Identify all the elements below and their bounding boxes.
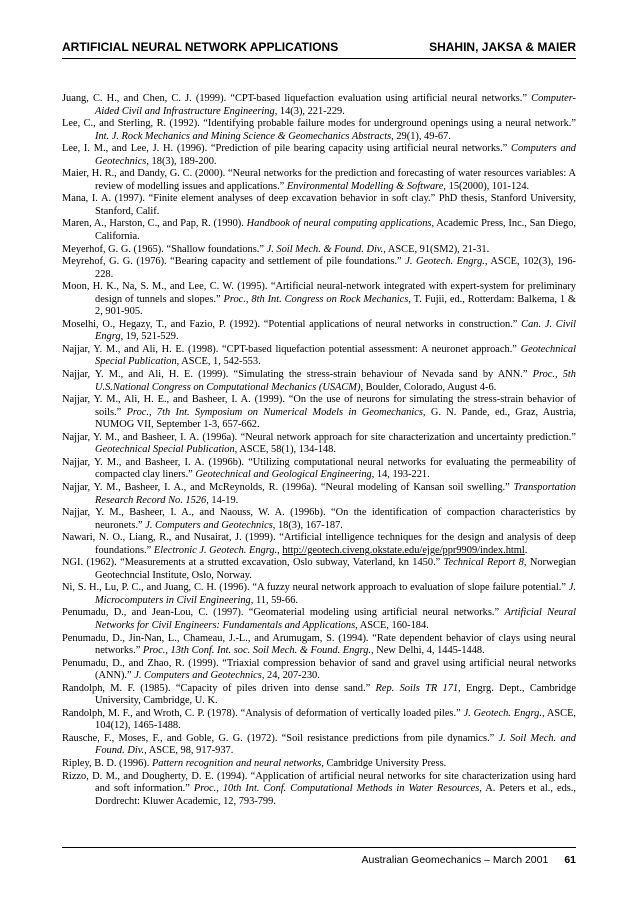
- reference-entry: [62, 218, 576, 243]
- reference-text: .: [524, 544, 528, 556]
- reference-text: , 29(1), 49-67.: [391, 130, 451, 142]
- reference-source: Electronic J. Geotech. Engrg.: [153, 544, 278, 556]
- reference-source: J. Microcomputers in Civil Engineering: [95, 582, 576, 606]
- reference-entry: [62, 771, 576, 809]
- reference-text: , 11, 59-66.: [250, 594, 298, 606]
- reference-text: , A. Peters et al., eds., Dordrecht: Kluwer Academic, 12, 793-799.: [95, 783, 576, 807]
- reference-entry: [62, 319, 576, 344]
- reference-source: J. Soil Mech. and Found. Div.: [95, 732, 576, 757]
- reference-entry: [62, 658, 576, 683]
- reference-entry: [62, 507, 576, 532]
- reference-text: , Academic Press, Inc., San Diego, California.: [95, 218, 576, 243]
- reference-text: Ripley, B. D. (1996).: [62, 757, 152, 769]
- reference-source: Computers and Geotechnics: [95, 143, 576, 167]
- reference-text: Penumadu, D., and Jean-Lou, C. (1997). “Geomaterial modeling using artificial neural networks.”: [62, 607, 505, 619]
- reference-text: Najjar, Y. M., and Basheer, I. A. (1996a). “Neural network approach for site characterization and uncertainty prediction.”: [62, 431, 576, 443]
- reference-source: Proc., 10th Int. Conf. Computational Methods in Water Resources: [193, 783, 480, 795]
- page-number: 61: [564, 854, 576, 866]
- reference-entry: [62, 281, 576, 319]
- reference-source: Int. J. Rock Mechanics and Mining Science & Geomechanics Abstracts: [95, 130, 392, 142]
- reference-text: Maren, A., Harston, C., and Pap, R. (1990).: [62, 218, 247, 230]
- reference-text: Mana, I. A. (1997). “Finite element analyses of deep excavation behavior in soft clay.” PhD thesis, Stanford University, Stanford, Calif.: [62, 193, 576, 217]
- reference-text: Najjar, Y. M., and Basheer, I. A. (1996b). “Utilizing computational neural networks for evaluating the permeability of compacted clay liners.”: [62, 456, 576, 481]
- reference-text: Najjar, Y. M., and Ali, H. E. (1999). “Simulating the stress-strain behaviour of Nevada sand by ANN.”: [62, 369, 533, 381]
- reference-text: NGI. (1962). “Measurements at a strutted excavation, Oslo subway, Vaterland, kn 1450.”: [62, 557, 444, 569]
- reference-source: Pattern recognition and neural networks: [151, 757, 322, 769]
- reference-text: Najjar, Y. M., Ali, H. E., and Basheer, I. A. (1999). “On the use of neurons for simulating the stress-strain behavior of soils.”: [62, 394, 576, 418]
- reference-entry: [62, 344, 576, 369]
- reference-entry: [62, 93, 576, 118]
- reference-text: Randolph, M. F., and Wroth, C. P. (1978). “Analysis of deformation of vertically loaded piles.”: [62, 707, 464, 719]
- reference-entry: [62, 193, 576, 218]
- reference-entry: [62, 244, 576, 257]
- reference-text: ,: [277, 544, 283, 556]
- reference-entry: [62, 369, 576, 394]
- reference-text: , Engrg. Dept., Cambridge University, Cambridge, U. K.: [95, 682, 576, 707]
- reference-text: , 14(3), 221-229.: [274, 105, 345, 117]
- reference-text: , ASCE, 102(3), 196-228.: [95, 256, 576, 280]
- reference-text: Najjar, Y. M., Basheer, I. A., and Naouss, W. A. (1996b). “On the identification of compaction characteristics by neuronets.”: [62, 507, 576, 531]
- reference-text: , New Delhi, 4, 1445-1448.: [371, 645, 485, 657]
- reference-source: Technical Report 8: [443, 557, 524, 569]
- reference-text: Meyerhof, G. G. (1965). “Shallow foundations.”: [62, 243, 267, 255]
- reference-text: , 19, 521-529.: [120, 331, 179, 343]
- reference-text: Lee, I. M., and Lee, J. H. (1996). “Prediction of pile bearing capacity using artificial neural networks.”: [62, 143, 512, 155]
- footer-journal: Australian Geomechanics – March 2001: [361, 854, 549, 866]
- reference-text: , G. N. Pande, ed., Graz, Austria, NUMOG VII, September 1-3, 657-662.: [95, 406, 576, 431]
- reference-text: , ASCE, 1, 542-553.: [176, 356, 261, 368]
- reference-entry: [62, 457, 576, 482]
- reference-source: Computer-Aided Civil and Infrastructure Engineering: [95, 93, 576, 117]
- reference-text: , ASCE, 160-184.: [355, 619, 429, 631]
- reference-entry: [62, 256, 576, 281]
- reference-text: Lee, C., and Sterling, R. (1992). “Identifying probable failure modes for underground openings using a neural network.”: [62, 118, 576, 130]
- reference-source: Can. J. Civil Engrg: [95, 318, 577, 343]
- reference-entry: [62, 557, 576, 582]
- reference-text: Najjar, Y. M., and Ali, H. E. (1998). “CPT-based liquefaction potential assessment: A neuronet approach.”: [62, 343, 521, 355]
- reference-text: , 18(3), 167-187.: [272, 519, 343, 531]
- reference-source: J. Geotech. Engrg.: [463, 707, 542, 719]
- reference-source: Environmental Modelling & Software: [286, 180, 444, 192]
- reference-entry: [62, 733, 576, 758]
- reference-text: , T. Fujii, ed., Rotterdam: Balkema, 1 & 2, 901-905.: [95, 293, 576, 318]
- reference-source: J. Computers and Geotechnics: [145, 519, 273, 531]
- reference-entry: [62, 168, 576, 193]
- reference-entry: [62, 607, 576, 632]
- reference-source: Geotechnical and Geological Engineering: [195, 469, 372, 481]
- reference-source: J. Soil Mech. & Found. Div.: [266, 243, 384, 255]
- reference-entry: [62, 683, 576, 708]
- reference-text: , ASCE, 104(12), 1465-1488.: [95, 707, 577, 732]
- reference-entry: [62, 432, 576, 457]
- reference-text: Ni, S. H., Lu, P. C., and Juang, C. H. (1996). “A fuzzy neural network approach to evaluation of slope failure potential.”: [62, 582, 569, 594]
- footer-rule: [62, 847, 576, 848]
- reference-text: Rausche, F., Moses, F., and Goble, G. G. (1972). “Soil resistance predictions from pile dynamics.”: [62, 732, 499, 744]
- reference-text: , 14-19.: [206, 494, 239, 506]
- reference-text: , 24, 207-230.: [261, 670, 320, 682]
- reference-entry: [62, 758, 576, 771]
- reference-text: Rizzo, D. M., and Dougherty, D. E. (1994). “Application of artificial neural networks for site characterization using hard and soft information.”: [62, 770, 576, 795]
- reference-entry: [62, 482, 576, 507]
- reference-source: J. Geotech. Engrg.: [405, 256, 485, 268]
- running-header-title: ARTIFICIAL NEURAL NETWORK APPLICATIONS: [62, 40, 339, 54]
- reference-list: [62, 93, 576, 808]
- reference-text: , 18(3), 189-200.: [146, 155, 217, 167]
- reference-entry: [62, 708, 576, 733]
- reference-text: , ASCE, 91(SM2), 21-31.: [383, 243, 490, 255]
- reference-text: , Boulder, Colorado, August 4-6.: [360, 381, 497, 393]
- reference-text: Moon, H. K., Na, S. M., and Lee, C. W. (1995). “Artificial neural-network integrated with expert-system for preliminary design of tunnels and slopes.”: [62, 281, 576, 305]
- reference-text: , ASCE, 98, 917-937.: [144, 745, 234, 757]
- reference-entry: [62, 394, 576, 432]
- reference-source: Proc., 13th Conf. Int. soc. Soil Mech. & Found. Engrg.: [142, 645, 371, 657]
- reference-text: Moselhi, O., Hegazy, T., and Fazio, P. (1992). “Potential applications of neural networks in construction.”: [62, 318, 522, 330]
- reference-text: Juang, C. H., and Chen, C. J. (1999). “CPT-based liquefaction evaluation using artificial neural networks.”: [62, 93, 532, 104]
- reference-text: Randolph, M. F. (1985). “Capacity of piles driven into dense sand.”: [62, 682, 376, 694]
- reference-source: Geotechnical Special Publication: [95, 343, 576, 368]
- reference-text: , ASCE, 58(1), 134-148.: [234, 444, 336, 456]
- reference-text: , 14, 193-221.: [371, 469, 430, 481]
- reference-source: Proc., 8th Int. Congress on Rock Mechanics: [223, 293, 409, 305]
- reference-text: , Norwegian Geotechncial Institute, Oslo, Norway.: [95, 557, 576, 581]
- reference-source: Handbook of neural computing applications: [246, 218, 432, 230]
- reference-entry: [62, 532, 576, 557]
- reference-text: Maier, H. R., and Dandy, G. C. (2000). “Neural networks for the prediction and forecasting of water resources variables: A review of modelling issues and applications.”: [62, 168, 576, 192]
- reference-text: Penumadu, D., Jin-Nan, L., Chameau, J.-L., and Arumugam, S. (1994). “Rate dependent behavior of clays using neural networks.”: [62, 632, 576, 657]
- reference-text: , 15(2000), 101-124.: [443, 180, 530, 192]
- reference-source: Rep. Soils TR 171: [375, 682, 459, 694]
- reference-entry: [62, 143, 576, 168]
- reference-source: Artificial Neural Networks for Civil Engineers: Fundamentals and Applications: [95, 607, 577, 631]
- reference-text: Najjar, Y. M., Basheer, I. A., and McReynolds, R. (1996a). “Neural modeling of Kansan soil swelling.”: [62, 481, 514, 493]
- reference-entry: [62, 118, 576, 143]
- reference-entry: [62, 582, 576, 607]
- page-footer: [362, 854, 576, 866]
- reference-source: Transportation Research Record No. 1526: [95, 481, 576, 506]
- running-header: [62, 40, 576, 54]
- running-header-authors: SHAHIN, JAKSA & MAIER: [429, 40, 576, 54]
- reference-source: J. Computers and Geotechnics: [134, 670, 262, 682]
- reference-text: Penumadu, D., and Zhao, R. (1999). “Triaxial compression behavior of sand and gravel using artificial neural networks (ANN).”: [62, 657, 576, 682]
- reference-link[interactable]: http://geotech.civeng.okstate.edu/ejge/ppr9909/index.html: [282, 544, 525, 556]
- header-rule: [62, 58, 576, 59]
- reference-source: Proc., 5th U.S.National Congress on Computational Mechanics (USACM): [95, 369, 576, 393]
- reference-text: Meyrehof, G. G. (1976). “Bearing capacity and settlement of pile foundations.”: [62, 256, 406, 268]
- reference-source: Proc., 7th Int. Symposium on Numerical Models in Geomechanics: [126, 406, 423, 418]
- reference-entry: [62, 633, 576, 658]
- reference-source: Geotechnical Special Publication: [95, 444, 235, 456]
- reference-text: Nawari, N. O., Liang, R., and Nusairat, J. (1999). “Artificial intelligence techniques for the design and analysis of deep foundations.”: [62, 532, 576, 556]
- reference-text: , Cambridge University Press.: [321, 757, 447, 769]
